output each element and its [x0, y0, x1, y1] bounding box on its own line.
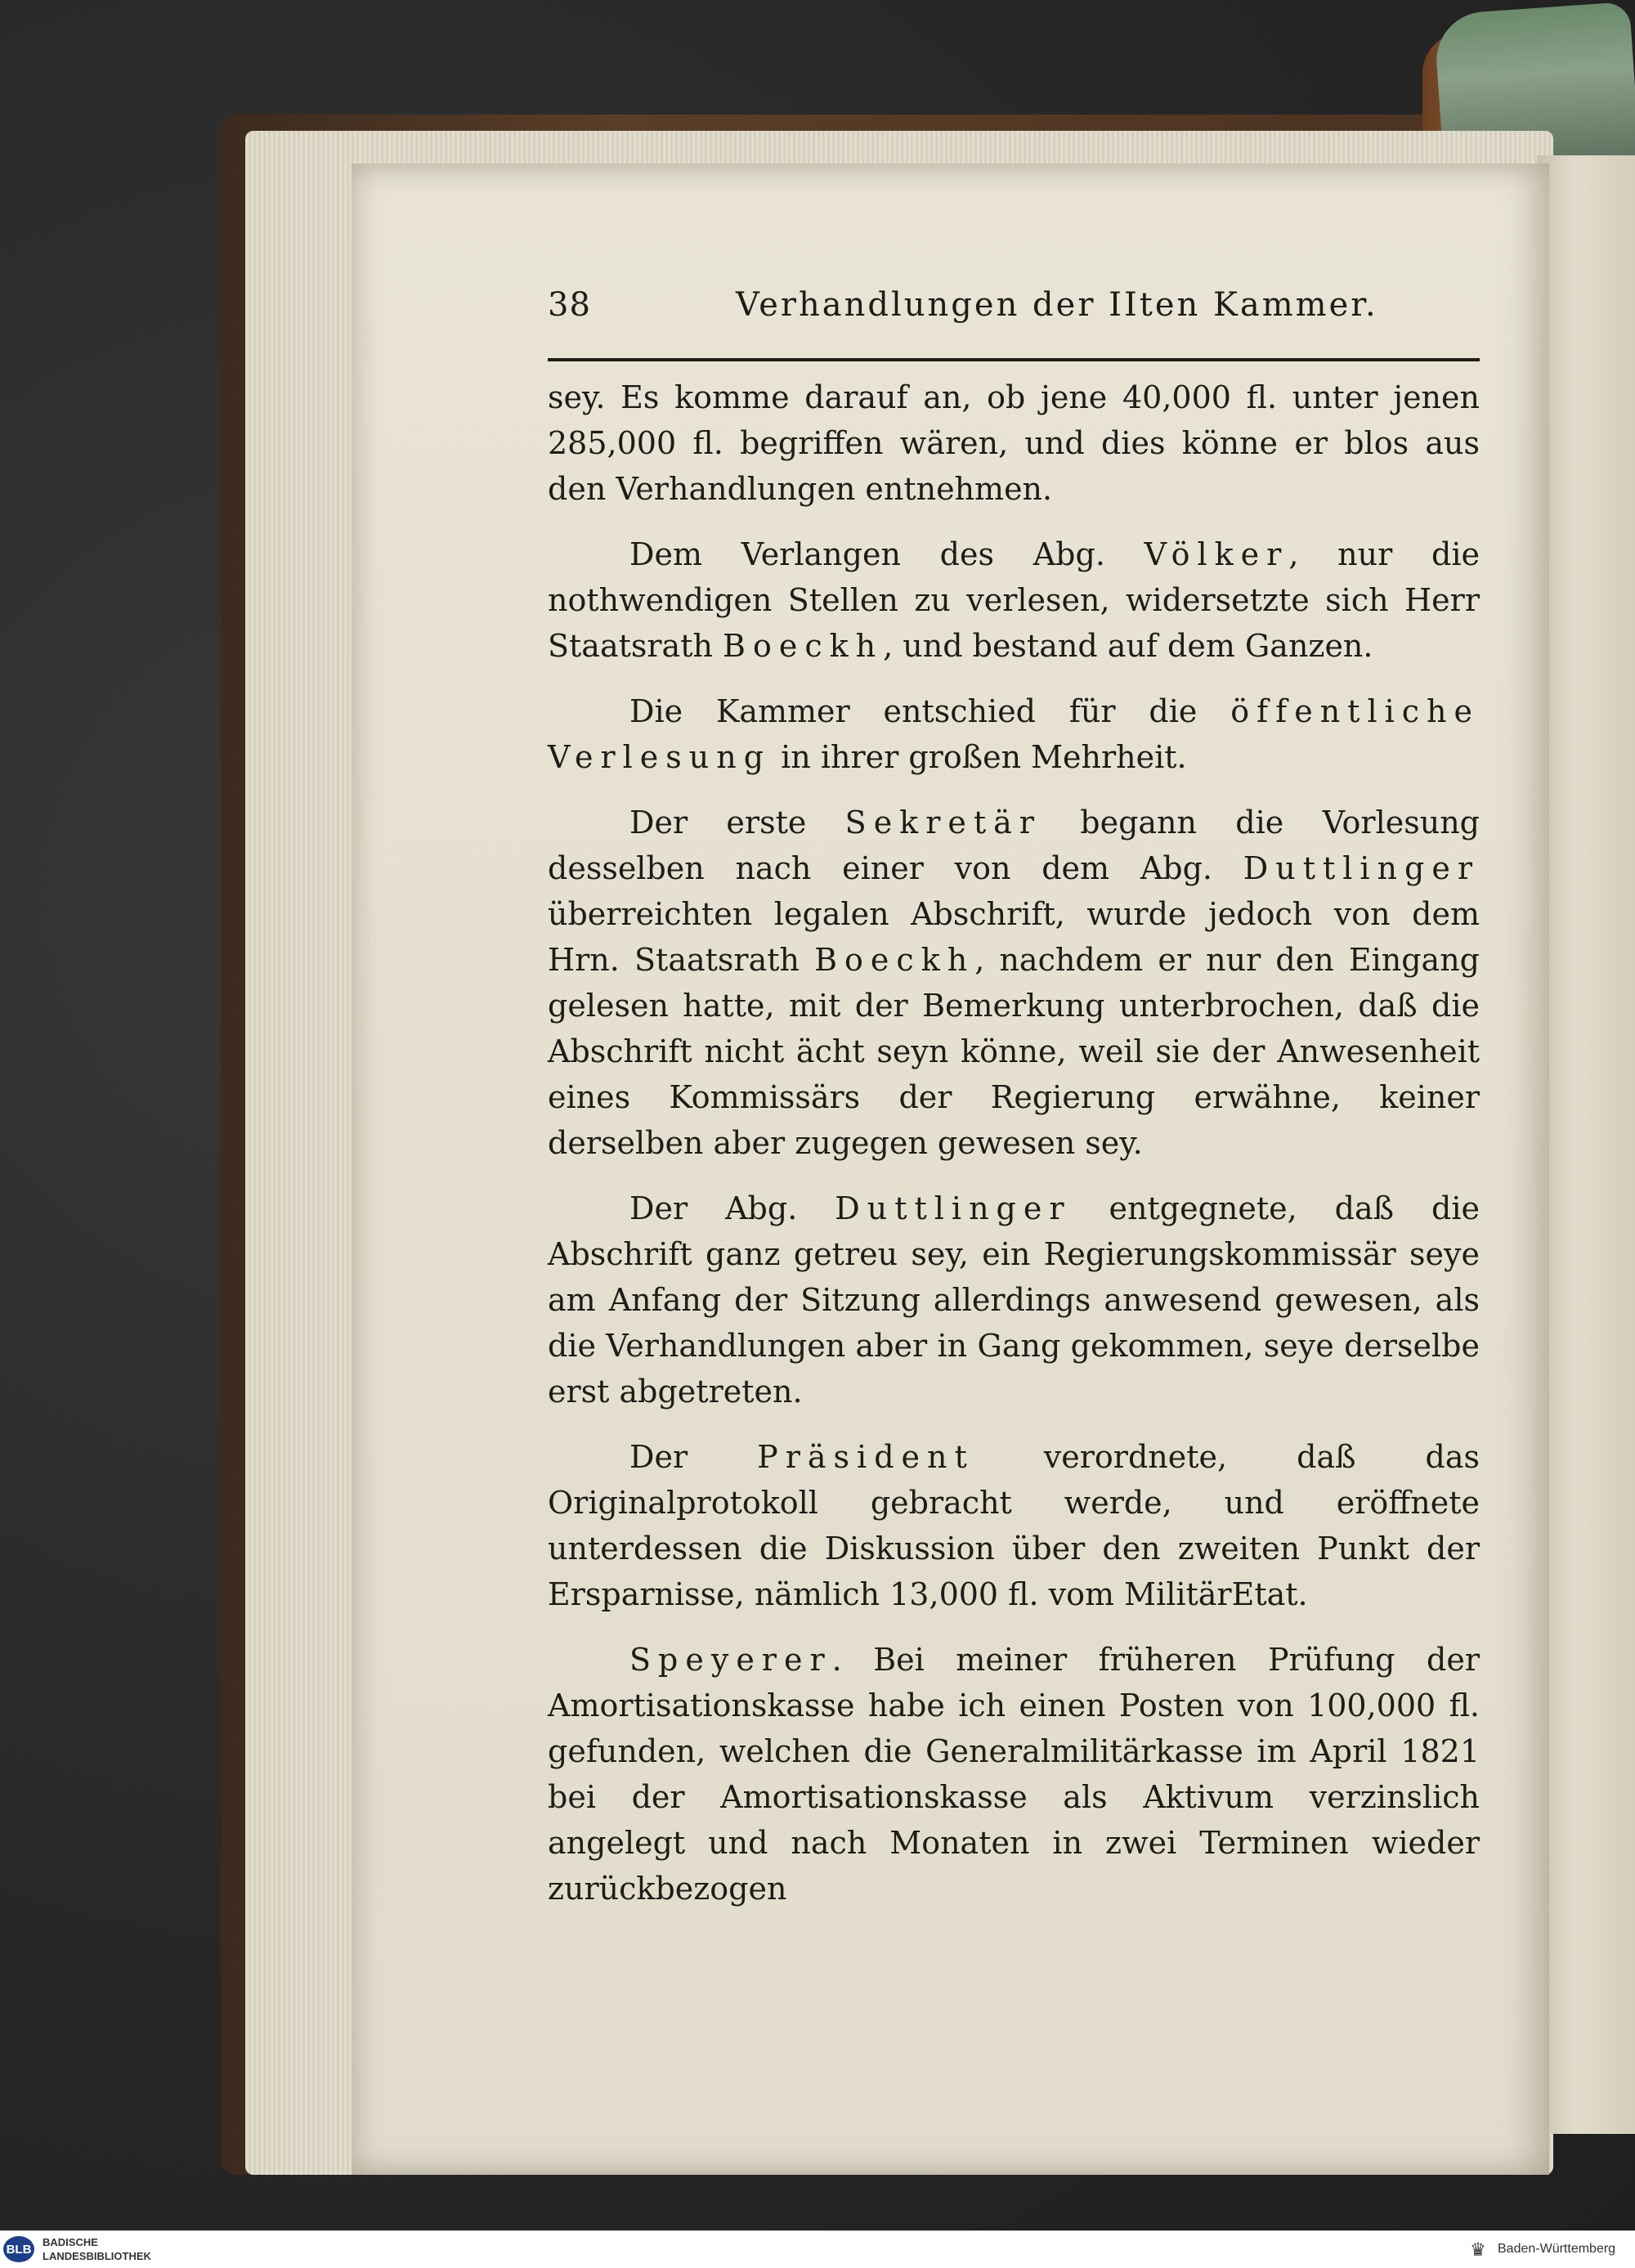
text-run: sey. Es komme darauf an, ob jene 40,000 fl. unter jenen 285,000 fl. begriffen wären, und dies könne er blos aus den Verhandlungen entnehmen.: [548, 379, 1480, 507]
spaced-name: Boeckh: [723, 628, 884, 664]
paragraph: [548, 1637, 1480, 1912]
bw-label: Baden-Württemberg: [1498, 2242, 1616, 2256]
text-run: Dem Verlangen des Abg.: [629, 536, 1144, 572]
text-run: Die Kammer entschied für die: [629, 693, 1231, 729]
paragraph: [548, 800, 1480, 1166]
paragraph: [548, 531, 1480, 669]
spaced-name: Duttlinger: [835, 1190, 1072, 1226]
text-run: Der: [629, 1439, 758, 1475]
spaced-name: Sekretär: [844, 805, 1041, 840]
page-edge-right: [1537, 155, 1635, 2134]
paragraph: [548, 374, 1480, 512]
text-run: in ihrer großen Mehrheit.: [771, 739, 1187, 775]
spaced-name: Präsident: [757, 1439, 974, 1475]
text-run: begann die Vorlesung desselben nach einer von dem Abg.: [548, 805, 1480, 886]
text-run: , und bestand auf dem Ganzen.: [883, 628, 1373, 664]
paragraph: [548, 1186, 1480, 1414]
text-run: , nachdem er nur den Eingang gelesen hatte, mit der Bemerkung unterbrochen, daß die Abschrift nicht ächt seyn könne, weil sie der Anwesenheit eines Kommissärs der Regierung erwähne, keiner derselben aber zugegen gewesen sey.: [548, 942, 1480, 1161]
text-run: Der Abg.: [629, 1190, 835, 1226]
body-text: [548, 374, 1480, 1931]
blb-name-line2: LANDESBIBLIOTHEK: [43, 2250, 151, 2262]
paragraph: [548, 1434, 1480, 1617]
text-run: überreichten legalen Abschrift, wurde jedoch von dem Hrn. Staatsrath: [548, 896, 1480, 978]
lions-crest-icon: ♛: [1470, 2239, 1486, 2260]
header-rule: [548, 358, 1480, 361]
footer-bar: [0, 2230, 1635, 2268]
blb-name-line1: BADISCHE: [43, 2236, 98, 2248]
paragraph: [548, 688, 1480, 780]
running-title: Verhandlungen der IIten Kammer.: [736, 286, 1378, 324]
spaced-name: Duttlinger: [1243, 850, 1480, 886]
text-run: , nur die nothwendigen Stellen zu verlesen, widersetzte sich Herr Staatsrath: [548, 536, 1480, 664]
spaced-name: Speyerer: [629, 1642, 832, 1678]
spaced-name: Völker: [1144, 536, 1289, 572]
spaced-name: öffentliche Verlesung: [548, 693, 1480, 775]
spaced-name: Boeckh: [814, 942, 975, 978]
text-run: Der erste: [629, 805, 845, 840]
page-number: 38: [548, 286, 591, 324]
blb-name: [43, 2235, 151, 2263]
running-head: [548, 286, 1480, 343]
book-page: [352, 164, 1549, 2175]
text-run: verordnete, daß das Originalprotokoll gebracht werde, und eröffnete unterdessen die Diskussion über den zweiten Punkt der Ersparnisse, nämlich 13,000 fl. vom MilitärEtat.: [548, 1439, 1480, 1612]
text-run: entgegnete, daß die Abschrift ganz getreu sey, ein Regierungskommissär seye am Anfang der Sitzung allerdings anwesend gewesen, als die Verhandlungen aber in Gang gekommen, seye derselbe erst abgetreten.: [548, 1190, 1480, 1410]
blb-logo-icon: BLB: [3, 2236, 34, 2262]
text-run: . Bei meiner früheren Prüfung der Amortisationskasse habe ich einen Posten von 100,000 fl. gefunden, welchen die Generalmilitärkasse im April 1821 bei der Amortisationskasse als Aktivum verzinslich angelegt und nach Monaten in zwei Terminen wieder zurückbezogen: [548, 1642, 1480, 1907]
